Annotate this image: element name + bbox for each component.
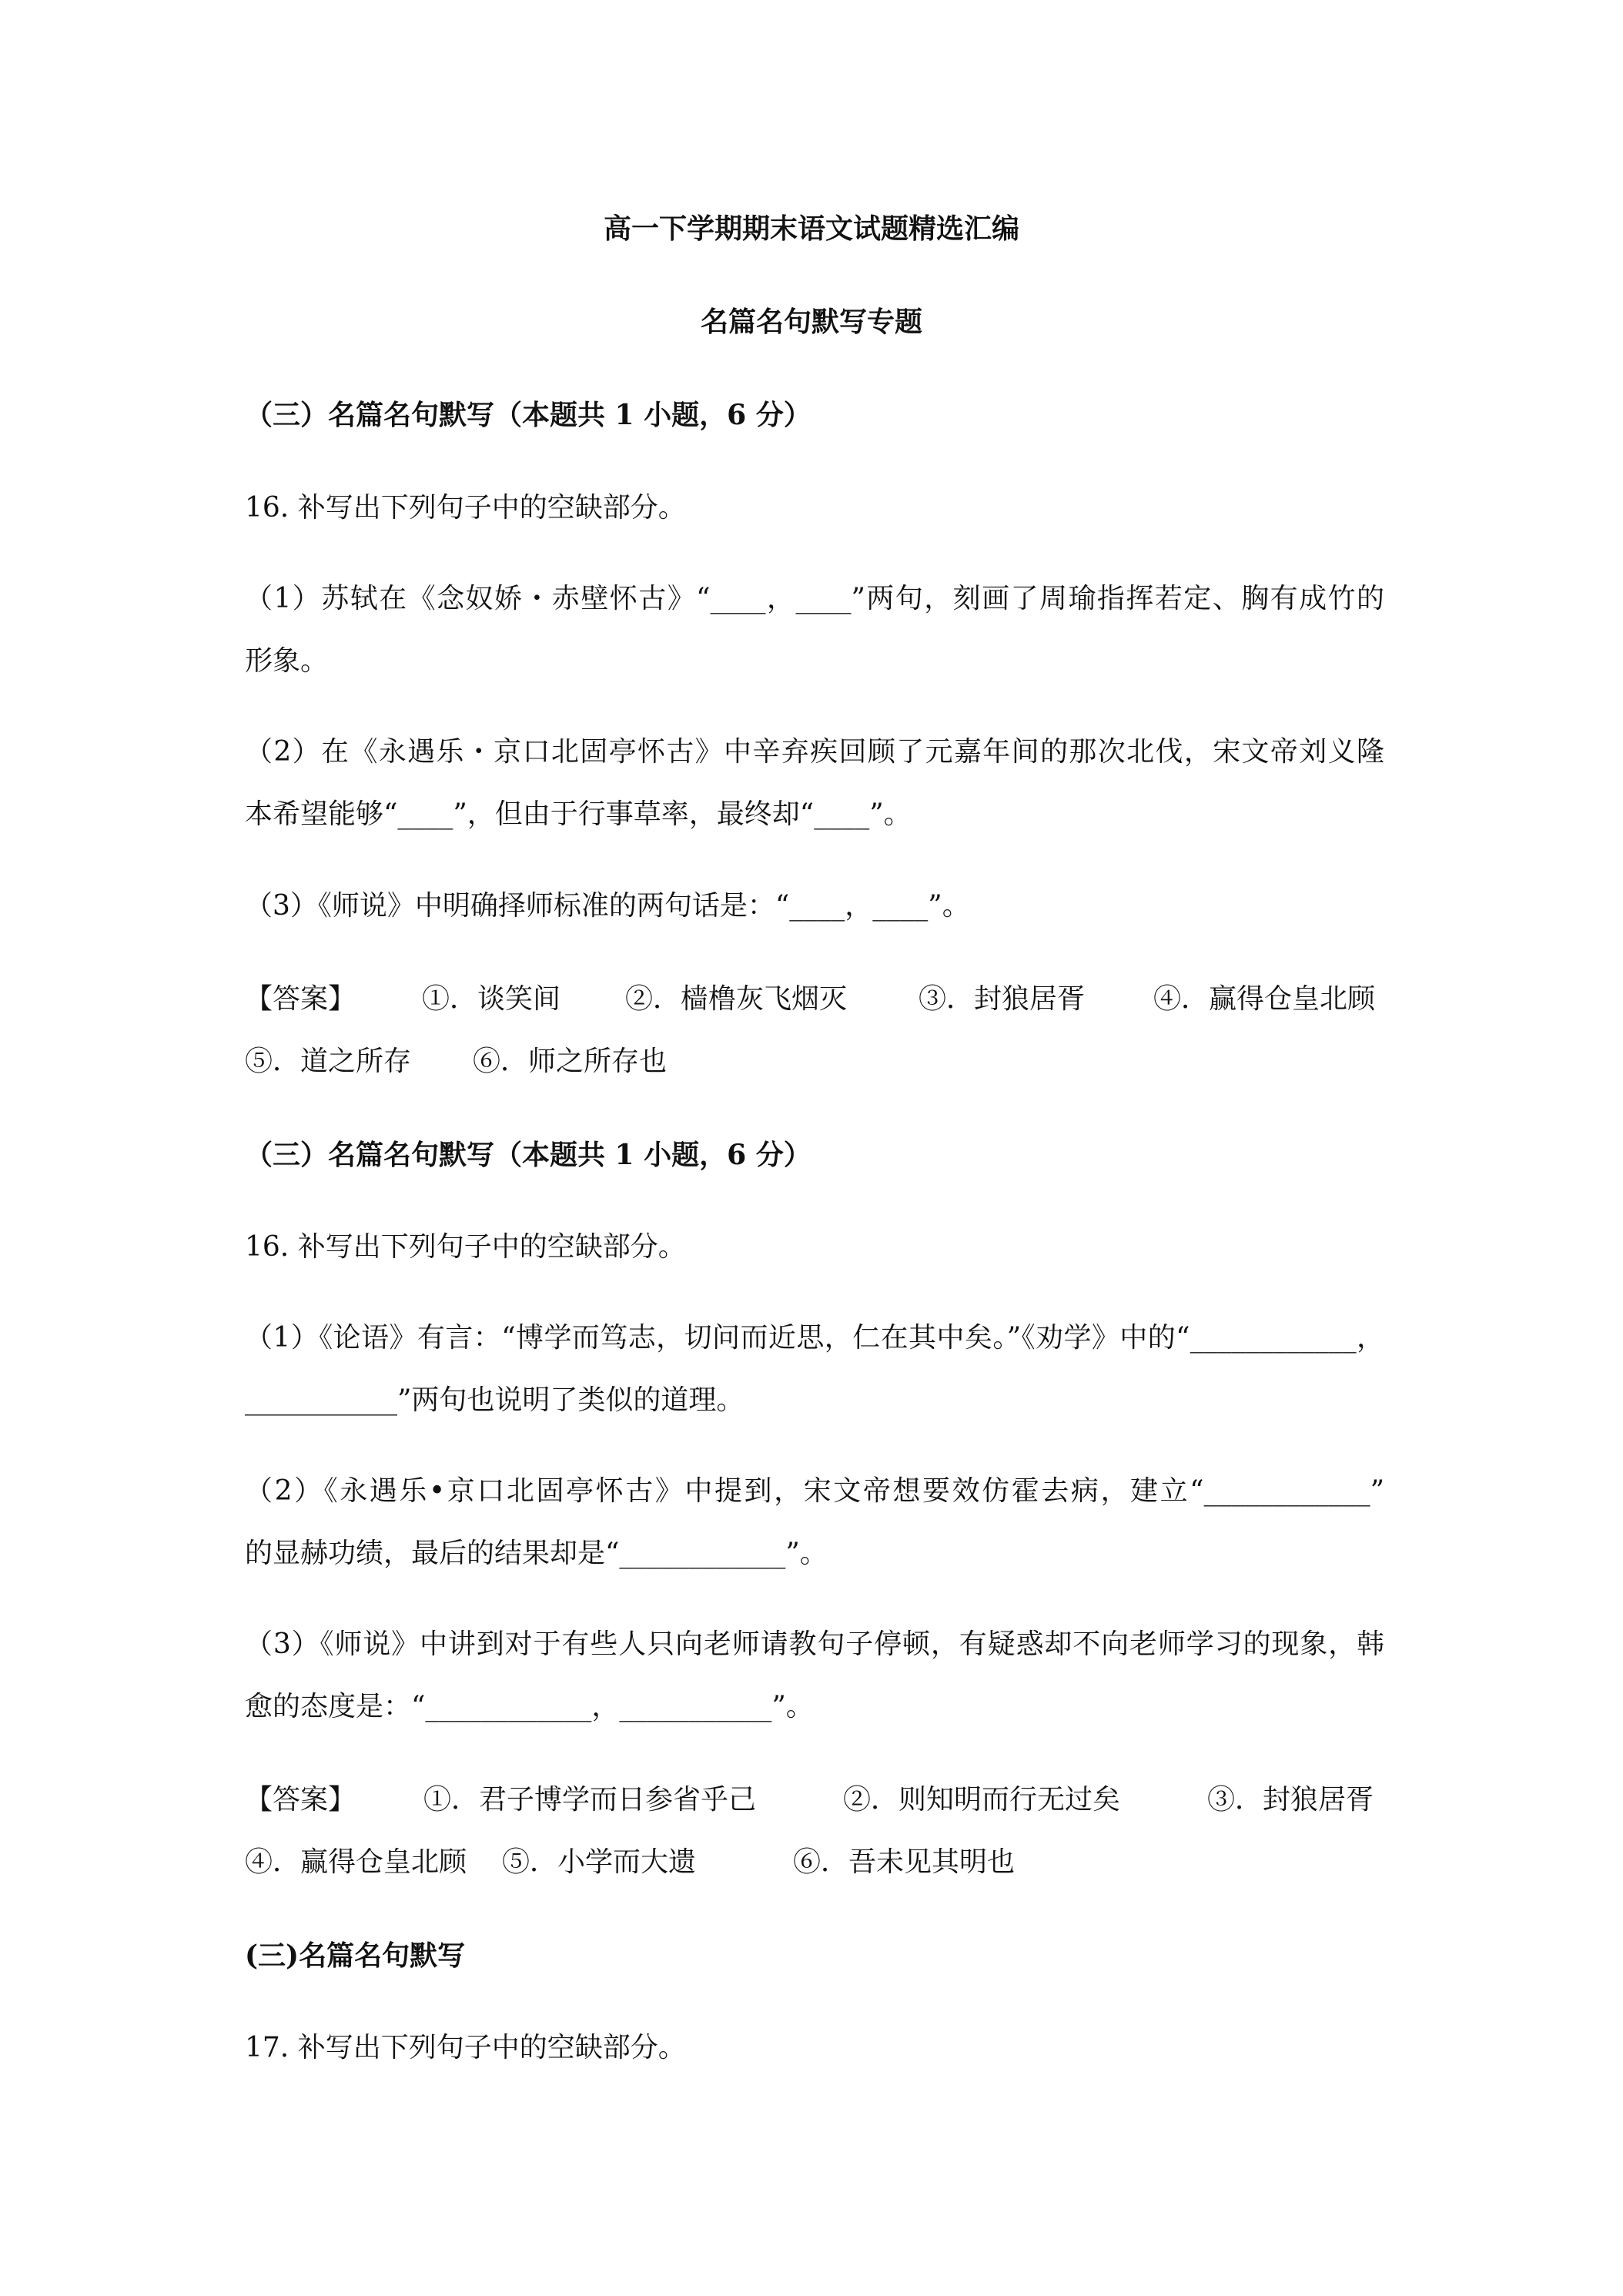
answer-item: ⑥．吾未见其明也 [793,1846,1016,1878]
question-1-text-line-2: 形象。 [245,645,329,677]
section-heading-3: (三)名篇名句默写 [245,1940,466,1972]
question-1-text-line-1: （1）《论语》有言：“博学而笃志，切问而近思，仁在其中矣。”《劝学》中的“____________， [245,1322,1384,1354]
answer-item: ④．赢得仓皇北顾 [1153,983,1376,1015]
answer-label: 【答案】 [245,983,356,1015]
question-1-text-line-2: ___________”两句也说明了类似的道理。 [245,1384,745,1416]
section-heading-1: （三）名篇名句默写（本题共 1 小题，6 分） [245,399,812,431]
answer-item: ③．封狼居胥 [1207,1784,1374,1816]
answer-item: ②．则知明而行无过矣 [843,1784,1121,1816]
answer-item: ⑤．道之所存 [245,1046,412,1077]
answer-item: ⑥．师之所存也 [473,1046,668,1077]
answer-row-1 [245,982,1384,1016]
answer-item: ④．赢得仓皇北顾 [245,1846,467,1878]
document-subtitle: 名篇名句默写专题 [700,306,922,338]
answer-item: ③．封狼居胥 [919,983,1086,1015]
question-1-text-line-1: （1）苏轼在《念奴娇・赤壁怀古》“____，____”两句，刻画了周瑜指挥若定、胸有成竹的 [245,583,1384,614]
question-2-text-line-2: 的显赫功绩，最后的结果却是“____________”。 [245,1538,828,1569]
question-16-prompt: 16. 补写出下列句子中的空缺部分。 [245,492,686,524]
question-2-text-line-1: （2）在《永遇乐・京口北固亭怀古》中辛弃疾回顾了元嘉年间的那次北伐，宋文帝刘义隆 [245,736,1384,768]
answer-row-1 [245,1783,1384,1817]
question-3-text-line-2: 愈的态度是：“____________，___________”。 [245,1691,814,1722]
answer-item: ②．樯橹灰飞烟灭 [625,983,848,1015]
answer-item: ⑤．小学而大遗 [502,1846,697,1878]
section-heading-2: （三）名篇名句默写（本题共 1 小题，6 分） [245,1139,812,1171]
question-3-text-line-1: （3）《师说》中讲到对于有些人只向老师请教句子停顿，有疑惑却不向老师学习的现象，韩 [245,1628,1384,1660]
answer-item: ①．君子博学而日参省乎己 [423,1784,757,1816]
answer-label: 【答案】 [245,1784,356,1816]
question-3-text-line-1: （3）《师说》中明确择师标准的两句话是：“____，____”。 [245,890,970,922]
answer-item: ①．谈笑间 [422,983,561,1015]
document-title: 高一下学期期末语文试题精选汇编 [603,213,1019,245]
question-2-text-line-1: （2）《永遇乐•京口北固亭怀古》中提到，宋文帝想要效仿霍去病，建立“____________” [245,1475,1384,1507]
question-17-prompt: 17. 补写出下列句子中的空缺部分。 [245,2032,686,2063]
question-16-prompt: 16. 补写出下列句子中的空缺部分。 [245,1231,686,1263]
question-2-text-line-2: 本希望能够“____”，但由于行事草率，最终却“____”。 [245,798,912,830]
